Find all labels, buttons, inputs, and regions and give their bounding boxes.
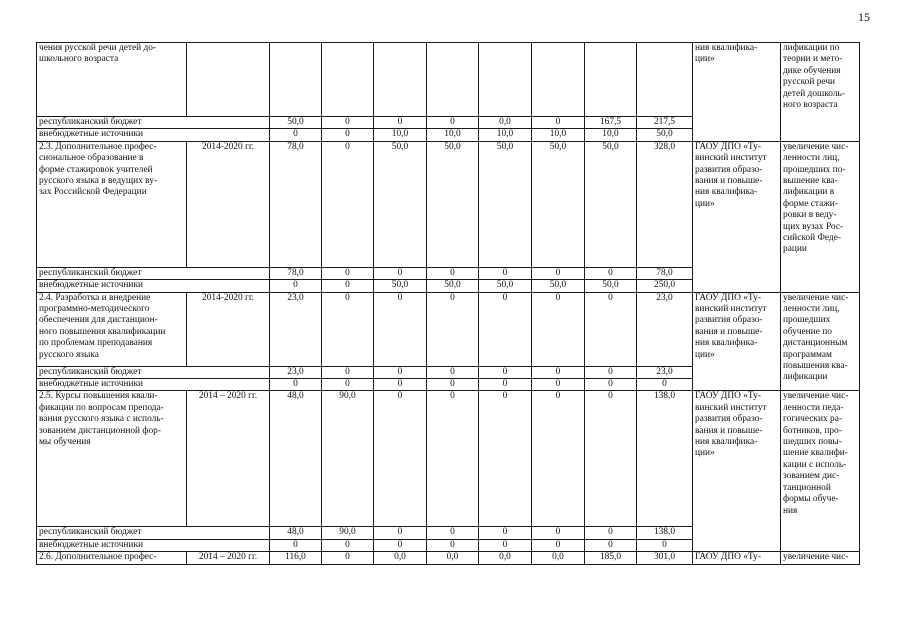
funding-cell [532,43,585,117]
page-number: 15 [858,10,870,24]
executor-cell: ГАОУ ДПО «Ту- винский институт развития образо- вания и повыше- ния квалифика- ции» [693,391,781,552]
funding-source-label: республиканский бюджет [37,527,270,539]
funding-cell: 0 [585,379,637,391]
funding-cell [585,43,637,117]
activity-row [37,552,860,564]
activity-name: чения русской речи детей до- школьного возраста [37,43,187,117]
funding-cell: 0 [479,527,532,539]
funding-cell: 0 [479,379,532,391]
activity-period: 2014 – 2020 гг. [187,552,270,564]
funding-cell: 138,0 [637,391,693,527]
funding-cell: 0 [637,379,693,391]
funding-cell: 50,0 [585,280,637,292]
funding-cell [637,43,693,117]
funding-cell: 50,0 [479,280,532,292]
funding-cell [374,43,427,117]
funding-cell: 23,0 [637,292,693,366]
funding-cell: 0 [532,391,585,527]
funding-source-label: республиканский бюджет [37,267,270,279]
funding-cell: 0,0 [532,552,585,564]
activity-row [37,43,860,117]
program-activities-table [36,42,860,565]
funding-cell: 0 [479,366,532,378]
funding-cell: 0 [322,292,374,366]
funding-cell: 0 [532,539,585,551]
funding-cell: 0 [585,539,637,551]
funding-source-label: внебюджетные источники [37,280,270,292]
funding-cell: 0 [532,527,585,539]
funding-source-label: внебюджетные источники [37,129,270,141]
executor-cell: ГАОУ ДПО «Ту- [693,552,781,564]
funding-cell: 0 [637,539,693,551]
funding-cell: 0,0 [427,552,479,564]
funding-cell: 0 [427,379,479,391]
activity-row [37,292,860,366]
funding-cell: 0 [532,366,585,378]
activity-name: 2.5. Курсы повышения квали- фикации по вопросам препода- вания русского языка с исполь- зованием дистанционной фор- мы обучения [37,391,187,527]
funding-cell: 0 [374,527,427,539]
funding-cell: 0 [322,379,374,391]
funding-cell: 0 [374,539,427,551]
funding-cell: 10,0 [427,129,479,141]
funding-cell [322,43,374,117]
funding-cell: 23,0 [637,366,693,378]
activity-period: 2014-2020 гг. [187,292,270,366]
funding-cell: 0,0 [479,117,532,129]
funding-cell: 50,0 [532,141,585,267]
funding-cell: 217,5 [637,117,693,129]
funding-cell: 0 [270,379,322,391]
funding-cell: 90,0 [322,391,374,527]
funding-cell: 50,0 [427,141,479,267]
activity-name: 2.6. Дополнительное профес- [37,552,187,564]
funding-cell: 0 [270,539,322,551]
funding-cell: 0 [427,539,479,551]
funding-cell: 50,0 [585,141,637,267]
funding-cell: 0 [374,117,427,129]
funding-cell: 0 [322,267,374,279]
funding-cell: 0 [479,292,532,366]
activity-period: 2014 – 2020 гг. [187,391,270,527]
funding-cell [427,43,479,117]
funding-cell: 0 [270,129,322,141]
funding-source-label: внебюджетные источники [37,539,270,551]
funding-cell: 48,0 [270,527,322,539]
result-cell: увеличение чис- [781,552,860,564]
funding-cell: 10,0 [585,129,637,141]
funding-cell: 0 [585,366,637,378]
result-cell: увеличение чис- ленности педа- гогических ра- ботников, про- шедших повы- шение квалифи- кации с исполь- зованием дис- танционной формы обуче- ния [781,391,860,552]
funding-cell: 50,0 [479,141,532,267]
funding-cell: 0 [585,527,637,539]
funding-cell [479,43,532,117]
activity-period: 2014-2020 гг. [187,141,270,267]
funding-cell: 0 [322,552,374,564]
funding-cell: 0 [479,267,532,279]
funding-cell: 0 [322,366,374,378]
funding-cell: 0 [270,280,322,292]
funding-cell: 0 [532,117,585,129]
activity-name: 2.4. Разработка и внедрение программно-методического обеспечения для дистанцион- ного повышения квалификации по проблемам преподавания русского языка [37,292,187,366]
funding-cell: 0 [374,391,427,527]
funding-cell: 250,0 [637,280,693,292]
funding-cell: 0 [374,379,427,391]
activity-period [187,43,270,117]
executor-cell: ГАОУ ДПО «Ту- винский институт развития образо- вания и повыше- ния квалифика- ции» [693,141,781,292]
funding-cell: 50,0 [532,280,585,292]
funding-cell: 78,0 [637,267,693,279]
funding-cell: 0 [532,267,585,279]
funding-cell: 0 [374,267,427,279]
funding-cell: 10,0 [479,129,532,141]
funding-cell: 0 [479,539,532,551]
executor-cell: ния квалифика- ции» [693,43,781,142]
funding-cell: 0 [585,267,637,279]
funding-cell: 23,0 [270,292,322,366]
funding-cell: 0,0 [479,552,532,564]
funding-cell: 90,0 [322,527,374,539]
funding-cell: 10,0 [532,129,585,141]
funding-cell [270,43,322,117]
activity-name: 2.3. Дополнительное профес- сиональное образование в форме стажировок учителей русского языка в ведущих ву- зах Российской Федерации [37,141,187,267]
funding-cell: 50,0 [637,129,693,141]
funding-cell: 116,0 [270,552,322,564]
activity-row [37,141,860,267]
funding-cell: 0 [585,292,637,366]
funding-cell: 0 [322,141,374,267]
funding-cell: 0 [427,527,479,539]
funding-cell: 78,0 [270,267,322,279]
funding-cell: 0 [322,129,374,141]
funding-cell: 50,0 [374,280,427,292]
funding-cell: 50,0 [270,117,322,129]
funding-source-label: республиканский бюджет [37,366,270,378]
funding-cell: 23,0 [270,366,322,378]
funding-cell: 301,0 [637,552,693,564]
funding-cell: 50,0 [374,141,427,267]
result-cell: увеличение чис- ленности лиц, прошедших по- вышение ква- лификации в форме стажи- ровки в веду- щих вузах Рос- сийской Феде- рации [781,141,860,292]
funding-cell: 0 [322,539,374,551]
funding-cell: 0 [532,379,585,391]
funding-cell: 0 [427,366,479,378]
funding-cell: 167,5 [585,117,637,129]
funding-cell: 0 [427,391,479,527]
result-cell: увеличение чис- ленности лиц, прошедших обучение по дистанционным программам повышения ква- лификации [781,292,860,391]
result-cell: лификации по теории и мето- дике обучения русской речи детей дошколь- ного возраста [781,43,860,142]
funding-cell: 0 [322,280,374,292]
funding-cell: 78,0 [270,141,322,267]
funding-source-label: внебюджетные источники [37,379,270,391]
funding-cell: 0 [585,391,637,527]
executor-cell: ГАОУ ДПО «Ту- винский институт развития образо- вания и повыше- ния квалифика- ции» [693,292,781,391]
funding-cell: 0 [427,117,479,129]
funding-cell: 48,0 [270,391,322,527]
activity-row [37,391,860,527]
funding-cell: 0,0 [374,552,427,564]
funding-cell: 0 [479,391,532,527]
funding-cell: 0 [427,267,479,279]
funding-cell: 185,0 [585,552,637,564]
funding-cell: 0 [322,117,374,129]
funding-cell: 50,0 [427,280,479,292]
funding-cell: 0 [374,366,427,378]
funding-cell: 328,0 [637,141,693,267]
funding-cell: 0 [427,292,479,366]
funding-cell: 0 [532,292,585,366]
funding-cell: 138,0 [637,527,693,539]
funding-cell: 0 [374,292,427,366]
funding-source-label: республиканский бюджет [37,117,270,129]
funding-cell: 10,0 [374,129,427,141]
